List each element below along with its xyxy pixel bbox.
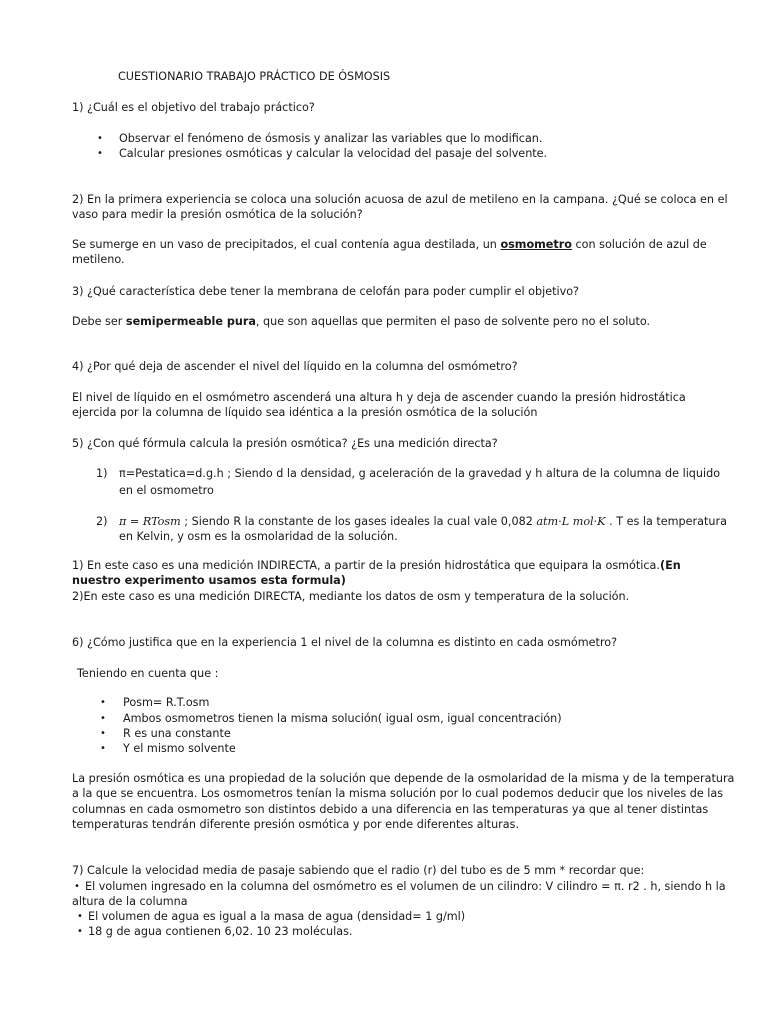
q5-item-2 bbox=[119, 514, 727, 529]
document-title: CUESTIONARIO TRABAJO PRÁCTICO DE ÓSMOSIS bbox=[118, 70, 391, 83]
question-5: 5) ¿Con qué fórmula calcula la presión osmótica? ¿Es una medición directa? bbox=[72, 437, 498, 450]
answer-2-line-2: metileno. bbox=[72, 253, 125, 266]
answer-6-line-1: La presión osmótica es una propiedad de la solución que depende de la osmolaridad de la misma y de la temperatura bbox=[72, 772, 735, 785]
answer-5-2: 2)En este caso es una medición DIRECTA, mediante los datos de osm y temperatura de la solución. bbox=[72, 590, 630, 603]
answer-6-line-2: a la que se encuentra. Los osmometros tenían la misma solución por lo cual podemos deducir que los niveles de las bbox=[72, 787, 724, 800]
answer-3-keyword: semipermeable pura bbox=[125, 315, 256, 328]
answer-5-1 bbox=[72, 558, 681, 573]
gas-constant-units: atm·L mol·K bbox=[536, 515, 606, 528]
bullet-icon: • bbox=[77, 926, 83, 937]
q5-item-1 bbox=[119, 466, 720, 481]
answer-2-text: Se sumerge en un vaso de precipitados, el cual contenía agua destilada, un bbox=[72, 238, 501, 251]
q7-bullet-2: El volumen de agua es igual a la masa de agua (densidad= 1 g/ml) bbox=[88, 910, 466, 923]
answer-2-keyword: osmometro bbox=[500, 238, 572, 251]
osmotic-pressure-formula-hydrostatic: π=Pestatica=d.g.h bbox=[119, 467, 224, 480]
answer-5-1-note-line-2: nuestro experimento usamos esta formula) bbox=[72, 574, 346, 587]
q5-item-2-line-2: en Kelvin, y osm es la osmolaridad de la solución. bbox=[119, 530, 398, 543]
question-6: 6) ¿Cómo justifica que en la experiencia 1 el nivel de la columna es distinto en cada osmómetro? bbox=[72, 636, 618, 649]
question-4: 4) ¿Por qué deja de ascender el nivel del líquido en la columna del osmómetro? bbox=[72, 360, 518, 373]
answer-6-line-4: temperaturas tendrán diferente presión osmótica y por ende diferentes alturas. bbox=[72, 818, 519, 831]
bullet-icon: • bbox=[97, 148, 103, 159]
q7-bullet-1-line-2: altura de la columna bbox=[72, 895, 188, 908]
bullet-icon: • bbox=[74, 881, 80, 892]
q7-bullet-1-line-1: El volumen ingresado en la columna del osmómetro es el volumen de un cilindro: V cilindro = π. r2 . h, siendo h la bbox=[85, 880, 726, 893]
q5-item-1-line-2: en el osmometro bbox=[119, 484, 214, 497]
question-2-line-2: vaso para medir la presión osmótica de la solución? bbox=[72, 208, 363, 221]
q1-bullet-1: Observar el fenómeno de ósmosis y analizar las variables que lo modifican. bbox=[119, 132, 543, 145]
answer-4-line-1: El nivel de líquido en el osmómetro ascenderá una altura h y deja de ascender cuando la presión hidrostática bbox=[72, 391, 686, 404]
bullet-icon: • bbox=[100, 728, 106, 739]
answer-5-1-note: (En bbox=[659, 559, 681, 572]
q6-bullet-2: Ambos osmometros tienen la misma solución( igual osm, igual concentración) bbox=[123, 712, 562, 725]
question-2-line-1: 2) En la primera experiencia se coloca una solución acuosa de azul de metileno en la campana. ¿Qué se coloca en el bbox=[72, 193, 728, 206]
bullet-icon: • bbox=[100, 713, 106, 724]
q7-bullet-3: 18 g de agua contienen 6,02. 10 23 moléculas. bbox=[88, 925, 353, 938]
q6-intro: Teniendo en cuenta que : bbox=[77, 667, 219, 680]
question-7: 7) Calcule la velocidad media de pasaje sabiendo que el radio (r) del tubo es de 5 mm * recordar que: bbox=[72, 864, 645, 877]
answer-4-line-2: ejercida por la columna de líquido sea idéntica a la presión osmótica de la solución bbox=[72, 406, 538, 419]
q5-item-1-text: ; Siendo d la densidad, g aceleración de la gravedad y h altura de la columna de liquido bbox=[223, 467, 721, 480]
answer-6-line-3: columnas en cada osmometro son distintos debido a una diferencia en las temperaturas ya que al tener distintas bbox=[72, 803, 709, 816]
bullet-icon: • bbox=[100, 697, 106, 708]
q6-bullet-1: Posm= R.T.osm bbox=[123, 696, 210, 709]
question-1: 1) ¿Cuál es el objetivo del trabajo práctico? bbox=[72, 101, 315, 114]
q6-bullet-3: R es una constante bbox=[123, 727, 231, 740]
answer-5-1-text: 1) En este caso es una medición INDIRECTA, a partir de la presión hidrostática que equipara la osmótica. bbox=[72, 559, 660, 572]
q5-item-2-text: ; Siendo R la constante de los gases ideales la cual vale 0,082 bbox=[180, 515, 537, 528]
q1-bullet-2: Calcular presiones osmóticas y calcular la velocidad del pasaje del solvente. bbox=[119, 147, 548, 160]
osmotic-pressure-formula-ideal: π = RTosm bbox=[119, 515, 181, 528]
answer-2-line-1 bbox=[72, 237, 707, 252]
answer-2-text-end: con solución de azul de bbox=[571, 238, 707, 251]
q6-bullet-4: Y el mismo solvente bbox=[123, 742, 236, 755]
answer-3-text: Debe ser bbox=[72, 315, 126, 328]
question-3: 3) ¿Qué característica debe tener la membrana de celofán para poder cumplir el objetivo? bbox=[72, 285, 579, 298]
bullet-icon: • bbox=[77, 911, 83, 922]
q5-item-2-text-end: . T es la temperatura bbox=[605, 515, 727, 528]
bullet-icon: • bbox=[97, 133, 103, 144]
answer-3-text-end: , que son aquellas que permiten el paso de solvente pero no el soluto. bbox=[255, 315, 651, 328]
bullet-icon: • bbox=[100, 743, 106, 754]
q5-item-1-number: 1) bbox=[96, 467, 108, 480]
q5-item-2-number: 2) bbox=[96, 515, 108, 528]
answer-3 bbox=[72, 314, 650, 329]
